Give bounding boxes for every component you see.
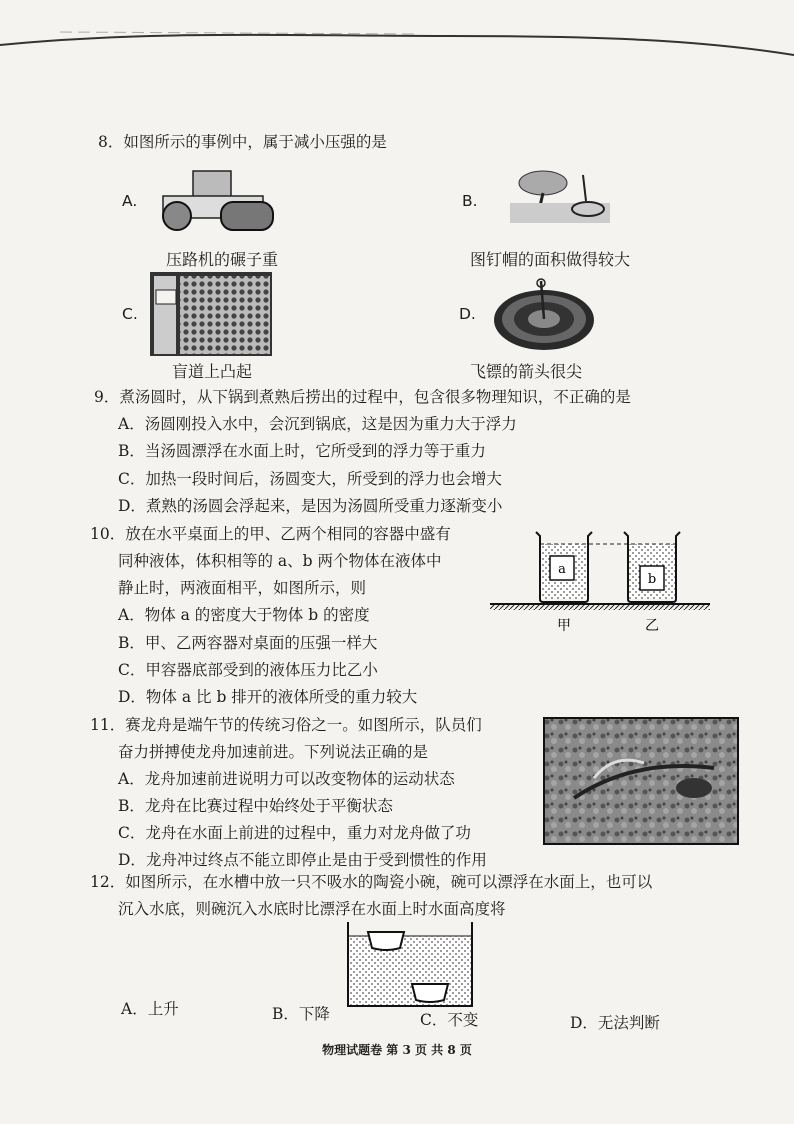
q12-option-b: B．下降 [272, 1005, 330, 1023]
q11-option-b: B．龙舟在比赛过程中始终处于平衡状态 [118, 797, 393, 815]
dragon-boat-photo [544, 718, 738, 844]
q9-option-b: B．当汤圆漂浮在水面上时，它所受到的浮力等于重力 [118, 442, 486, 460]
q12-option-a: A．上升 [121, 1000, 179, 1018]
q11-option-d: D．龙舟冲过终点不能立即停止是由于受到惯性的作用 [118, 851, 487, 869]
q8-option-d-caption: 飞镖的箭头很尖 [470, 362, 583, 381]
q10-option-b: B．甲、乙两容器对桌面的压强一样大 [118, 634, 378, 652]
object-b-label: b [647, 572, 657, 587]
q10-option-a: A．物体 a 的密度大于物体 b 的密度 [118, 606, 370, 624]
q12-water-tank-figure [346, 922, 474, 1008]
q10-option-c: C．甲容器底部受到的液体压力比乙小 [118, 661, 378, 679]
q8-option-b-letter: B. [462, 192, 478, 210]
q11-stem-line-2: 奋力拼搏使龙舟加速前进。下列说法正确的是 [118, 743, 429, 761]
object-a-label: a [558, 562, 566, 577]
q8-option-a-caption: 压路机的碾子重 [166, 250, 279, 269]
q11-option-c: C．龙舟在水面上前进的过程中，重力对龙舟做了功 [118, 824, 471, 842]
page-footer: 物理试题卷 第 3 页 共 8 页 [322, 1043, 472, 1057]
road-roller-image [153, 166, 278, 236]
tactile-paving-image [150, 272, 272, 356]
q12-option-c: C．不变 [420, 1011, 479, 1029]
q10-option-d: D．物体 a 比 b 排开的液体所受的重力较大 [118, 688, 418, 706]
q12-stem-line-2: 沉入水底，则碗沉入水底时比漂浮在水面上时水面高度将 [118, 900, 506, 918]
q12-option-d: D．无法判断 [570, 1014, 660, 1032]
container-jia-label: 甲 [557, 618, 571, 634]
q10-containers-figure [490, 524, 710, 634]
q8-stem: 8．如图所示的事例中，属于减小压强的是 [98, 133, 387, 151]
q10-stem-line-1: 10．放在水平桌面上的甲、乙两个相同的容器中盛有 [90, 525, 451, 543]
q9-stem: 9．煮汤圆时，从下锅到煮熟后捞出的过程中，包含很多物理知识，不正确的是 [94, 388, 631, 406]
q11-option-a: A．龙舟加速前进说明力可以改变物体的运动状态 [118, 770, 455, 788]
q8-option-c-caption: 盲道上凸起 [172, 362, 253, 381]
scan-edge [0, 0, 794, 80]
q8-option-d-letter: D. [459, 305, 476, 323]
dartboard-image [492, 276, 596, 356]
q8-option-b-caption: 图钉帽的面积做得较大 [470, 250, 631, 269]
q11-stem-line-1: 11．赛龙舟是端午节的传统习俗之一。如图所示，队员们 [90, 716, 482, 734]
q10-stem-line-3: 静止时，两液面相平，如图所示，则 [118, 579, 367, 597]
q9-option-c: C．加热一段时间后，汤圆变大，所受到的浮力也会增大 [118, 470, 502, 488]
q9-option-d: D．煮熟的汤圆会浮起来，是因为汤圆所受重力逐渐变小 [118, 497, 503, 515]
q12-stem-line-1: 12．如图所示，在水槽中放一只不吸水的陶瓷小碗，碗可以漂浮在水面上，也可以 [90, 873, 653, 891]
container-yi-label: 乙 [645, 618, 659, 634]
q9-option-a: A．汤圆刚投入水中，会沉到锅底，这是因为重力大于浮力 [118, 415, 517, 433]
q8-option-c-letter: C. [122, 305, 138, 323]
q8-option-a-letter: A. [122, 192, 138, 210]
thumbtack-image [508, 165, 618, 230]
q10-stem-line-2: 同种液体，体积相等的 a、b 两个物体在液体中 [118, 552, 442, 570]
